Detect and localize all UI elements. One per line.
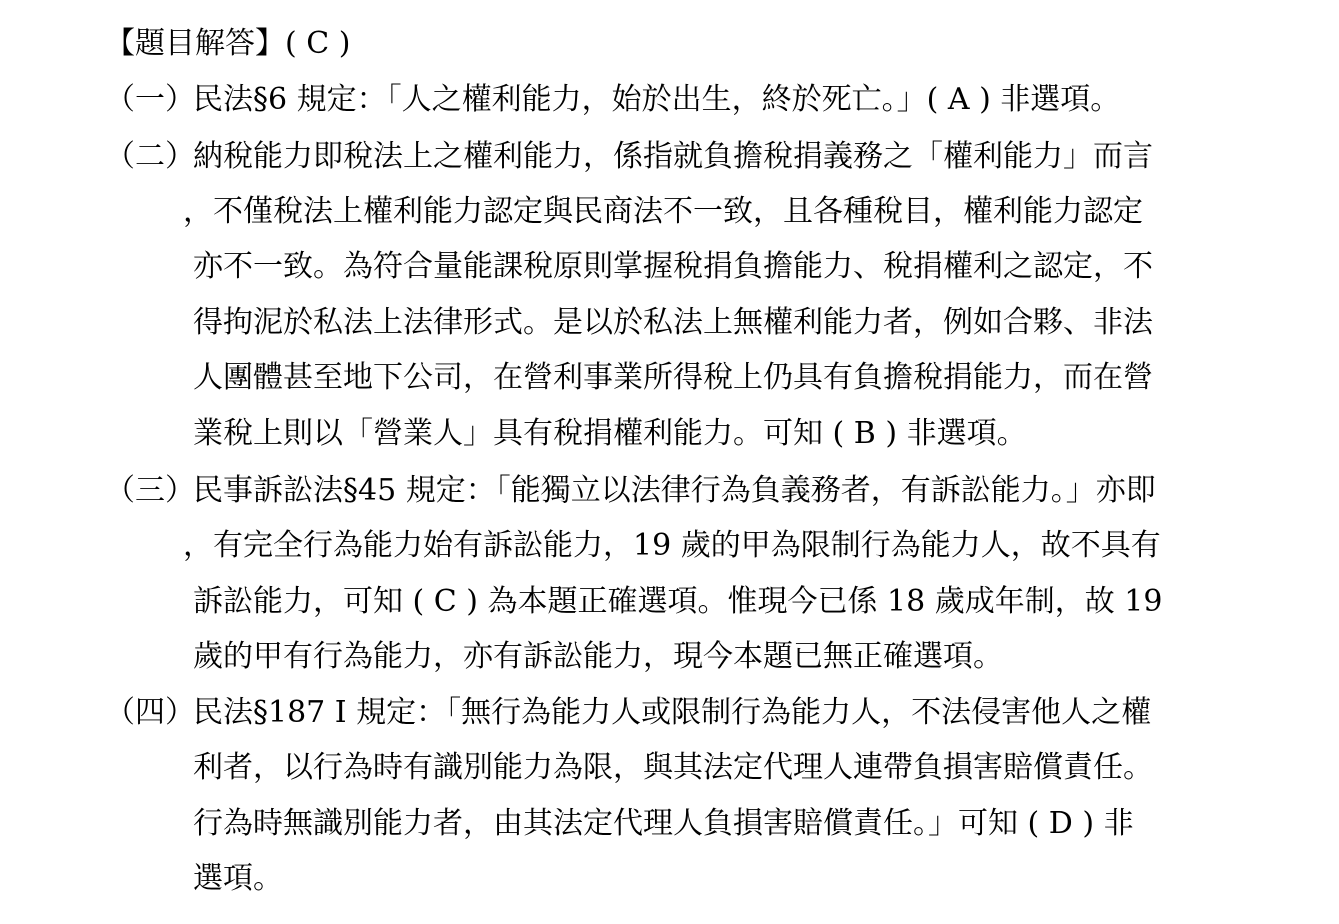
item-line: 納稅能力即稅法上之權利能力，係指就負擔稅捐義務之「權利能力」而言 — [193, 139, 1153, 174]
item-line: 民法§187 I 規定：「無行為能力人或限制行為能力人，不法侵害他人之權 — [193, 695, 1152, 730]
item-marker: （三） — [105, 473, 195, 508]
item-line: 業稅上則以「營業人」具有稅捐權利能力。可知 ( B ) 非選項。 — [193, 416, 1027, 451]
item-line: 得拘泥於私法上法律形式。是以於私法上無權利能力者，例如合夥、非法 — [193, 305, 1153, 340]
item-line: 人團體甚至地下公司，在營利事業所得稅上仍具有負擔稅捐能力，而在營 — [193, 360, 1153, 395]
item-line: 行為時無識別能力者，由其法定代理人負損害賠償責任。」可知 ( D ) 非 — [193, 806, 1134, 841]
item-line: 民法§6 規定：「人之權利能力，始於出生，終於死亡。」( A ) 非選項。 — [193, 82, 1121, 117]
item-line: ，不僅稅法上權利能力認定與民商法不一致，且各種稅目，權利能力認定 — [183, 194, 1143, 229]
answer-item-3 — [105, 463, 1265, 687]
item-line: ，有完全行為能力始有訴訟能力，19 歲的甲為限制行為能力人，故不具有 — [183, 528, 1161, 563]
item-marker: （一） — [105, 82, 195, 117]
answer-item-1 — [105, 72, 1265, 128]
item-line: 選項。 — [193, 861, 283, 896]
answer-header: 【題目解答】( C ) — [105, 26, 351, 61]
item-marker: （四） — [105, 695, 195, 730]
answer-item-2 — [105, 129, 1265, 465]
item-line: 亦不一致。為符合量能課稅原則掌握稅捐負擔能力、稅捐權利之認定，不 — [193, 249, 1153, 284]
item-line: 訴訟能力，可知 ( C ) 為本題正確選項。惟現今已係 18 歲成年制，故 19 — [193, 584, 1163, 619]
item-marker: （二） — [105, 139, 195, 174]
answer-item-4 — [105, 685, 1265, 909]
item-line: 歲的甲有行為能力，亦有訴訟能力，現今本題已無正確選項。 — [193, 639, 1003, 674]
item-line: 利者，以行為時有識別能力為限，與其法定代理人連帶負損害賠償責任。 — [193, 750, 1153, 785]
item-line: 民事訴訟法§45 規定：「能獨立以法律行為負義務者，有訴訟能力。」亦即 — [193, 473, 1156, 508]
